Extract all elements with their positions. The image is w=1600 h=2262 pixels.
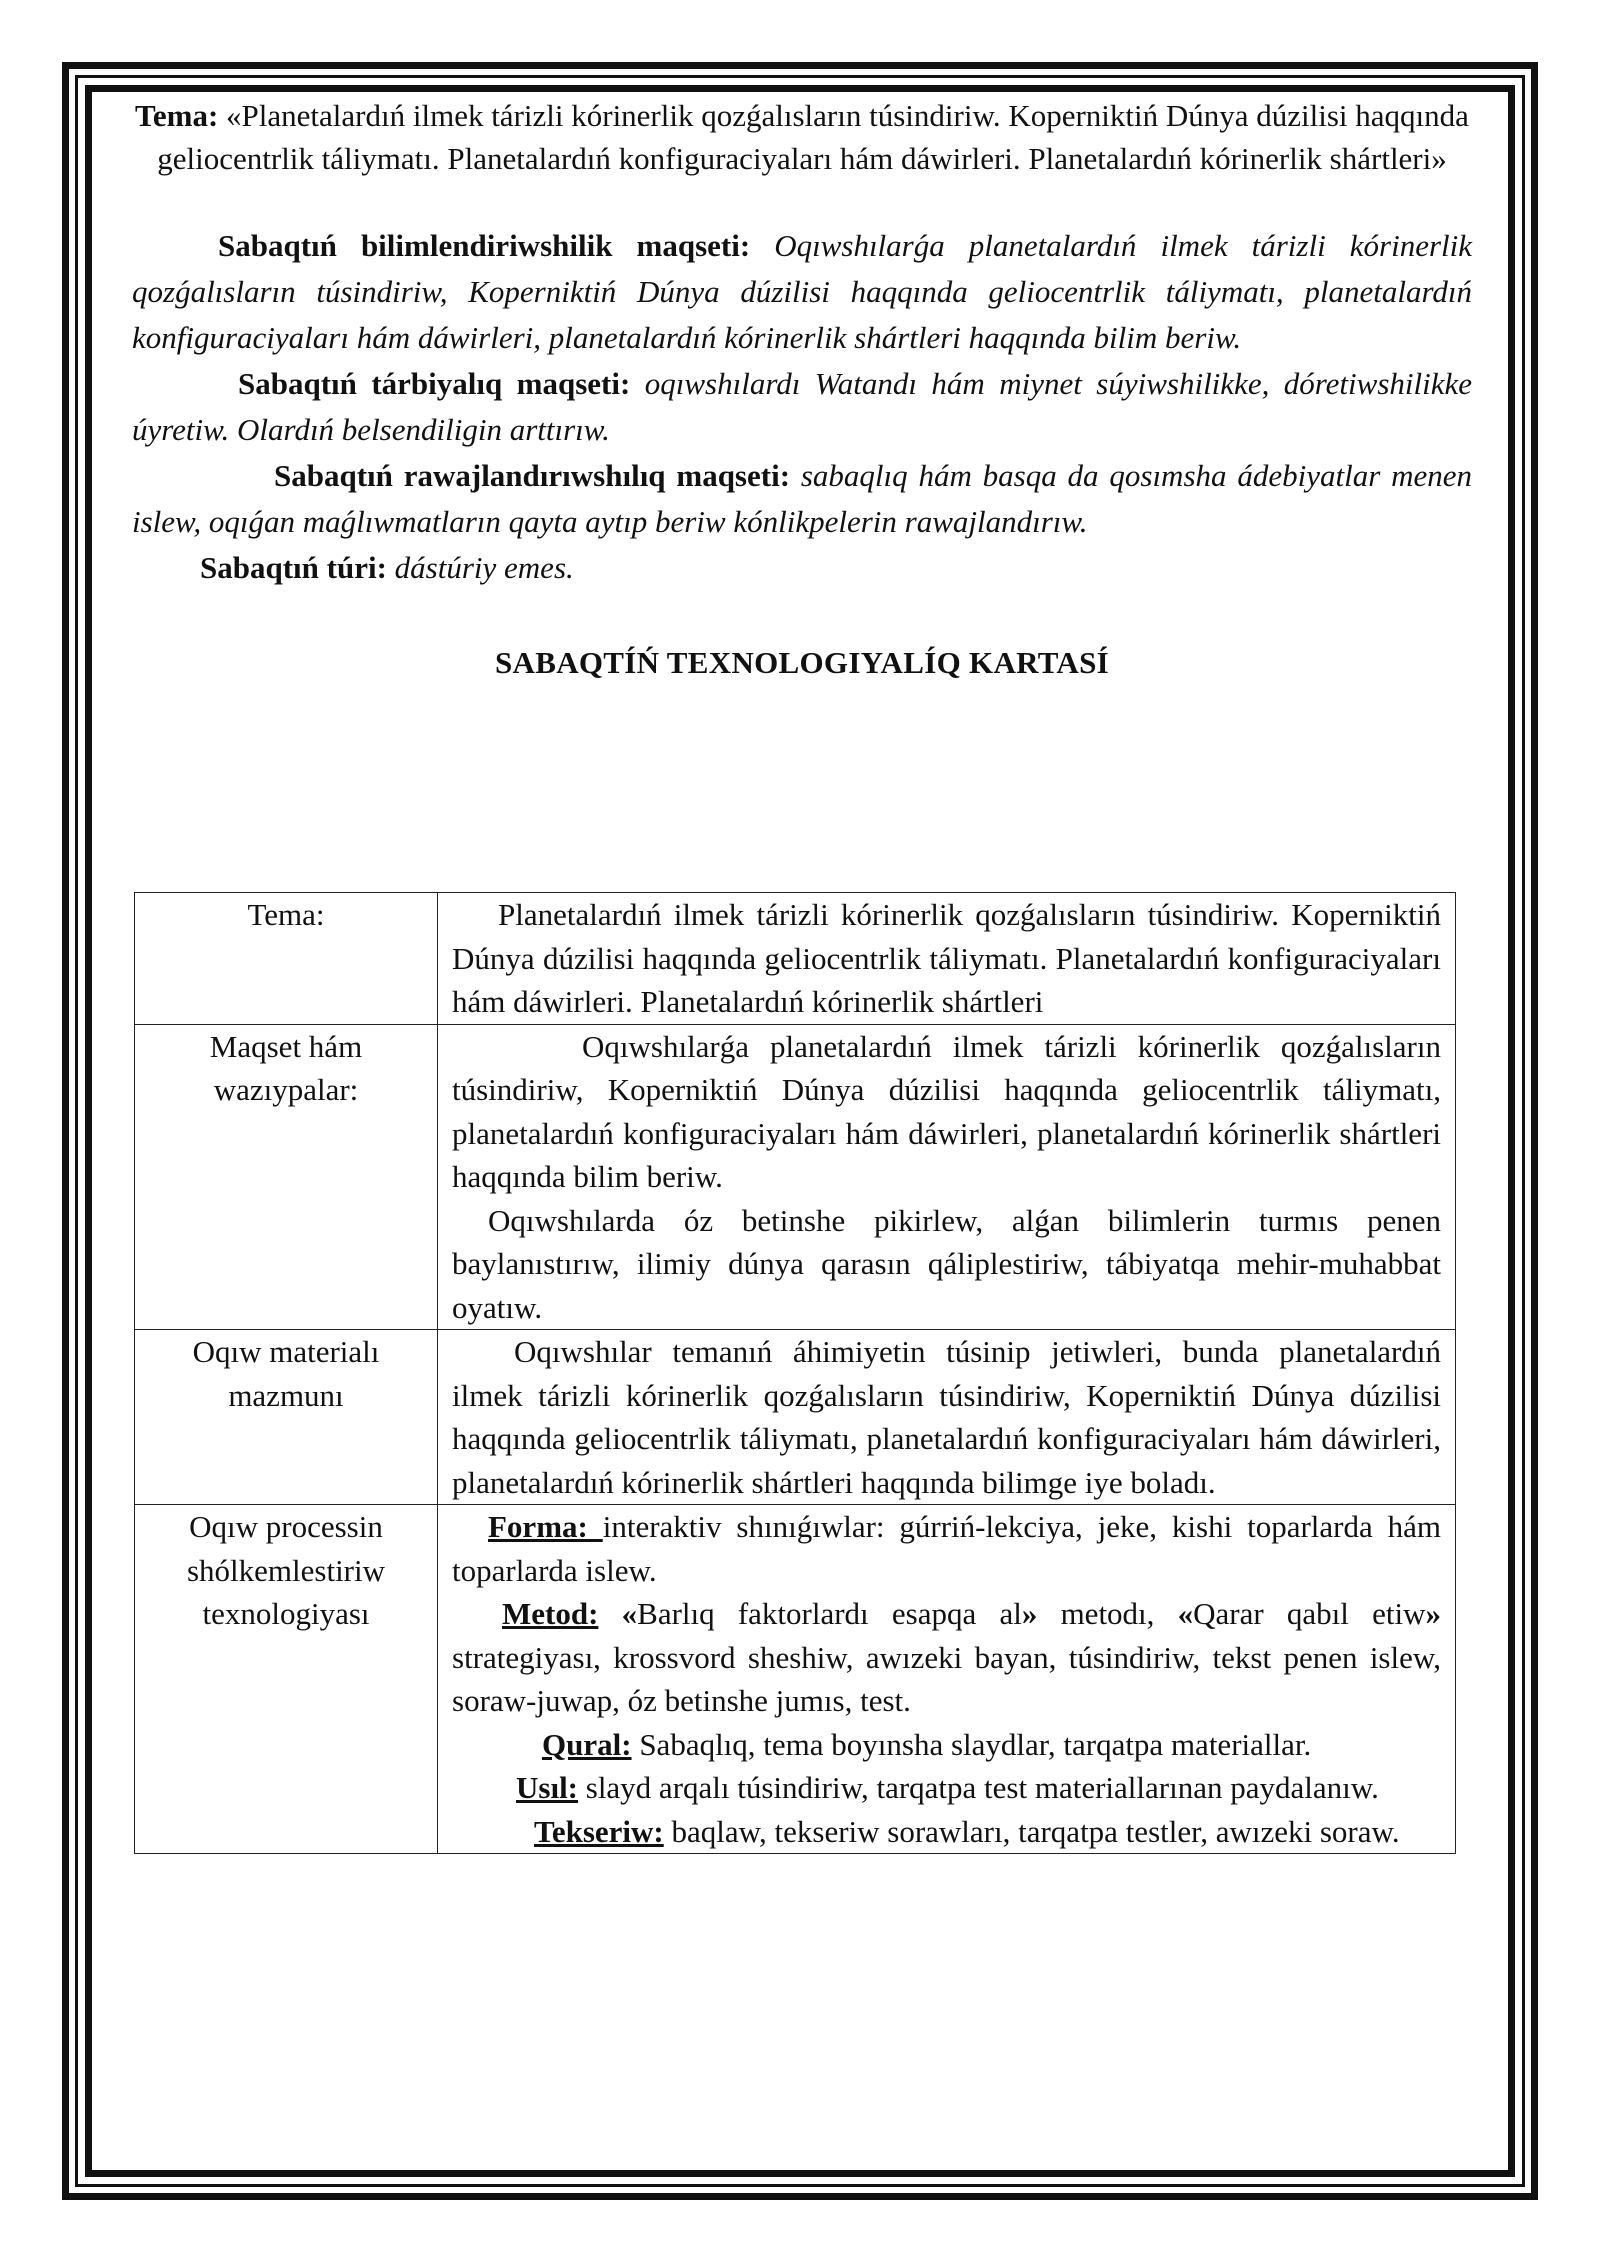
metod-label: Metod: (502, 1596, 599, 1631)
table-row (135, 1330, 1456, 1505)
lesson-type-label: Sabaqtıń túri: (200, 550, 387, 585)
row-paragraph: Oqıwshılar temanıń áhimiyetin túsinip jetiwleri, bunda planetalardıń ilmek tárizli kórinerlik qozǵalısların túsindiriw, Koperniktiń Dúnya dúzilisi haqqında geliocentrlik táliymatı, planetalardıń konfiguraciyaları hám dáwirleri, planetalardıń kórinerlik shártleri haqqında bilimge iye boladı. (452, 1334, 1441, 1500)
lesson-type-text: dástúriy emes. (394, 550, 574, 585)
row-content (438, 893, 1456, 1025)
row-label: Maqset hám wazıypalar: (135, 1024, 438, 1330)
row-content (438, 1330, 1456, 1505)
table-row (135, 1505, 1456, 1854)
qural-label: Qural: (542, 1726, 632, 1762)
tekseriw-paragraph (452, 1810, 1441, 1854)
row-label: Oqıw materialı mazmunı (135, 1330, 438, 1505)
technology-card-title: SABAQTÍŃ TEXNOLOGIYALÍQ KARTASÍ (494, 645, 1110, 680)
usil-label: Usıl: (516, 1770, 578, 1805)
forma-text: interaktiv shınıǵıwlar: gúrriń-lekciya, jeke, kishi toparlarda hám toparlarda islew. (452, 1509, 1441, 1588)
development-goal-text: sabaqlıq hám basqa da qosımsha ádebiyatlar menen islew, oqıǵan maǵlıwmatların qayta aytıp beriw kónlikpelerin rawajlandırıw. (132, 458, 1472, 539)
development-goal-label: Sabaqtıń rawajlandırıwshılıq maqseti: (274, 458, 791, 493)
topic-label: Tema: (135, 98, 219, 133)
qural-paragraph (452, 1723, 1441, 1767)
row-label: Tema: (135, 893, 438, 1025)
metod-text: Barlıq faktorlardı esapqa al (637, 1596, 1022, 1631)
forma-label: Forma: (488, 1509, 603, 1544)
row-paragraph: Oqıwshılarda óz betinshe pikirlew, alǵan bilimlerin turmıs penen baylanıstırıw, ilimiy dúnya qarasın qáliplestiriw, tábiyatqa mehir-muhabbat oyatıw. (452, 1202, 1441, 1325)
row-paragraph: Planetalardıń ilmek tárizli kórinerlik qozǵalısların túsindiriw. Koperniktiń Dúnya dúzilisi haqqında geliocentrlik táliymatı. Planetalardıń konfiguraciyaları hám dáwirleri. Planetalardıń kórinerlik shártleri (452, 897, 1441, 1019)
tekseriw-text: baqlaw, tekseriw sorawları, tarqatpa testler, awızeki soraw. (663, 1813, 1400, 1849)
row-content (438, 1505, 1456, 1854)
metod-text: Qarar qabıl etiw (1193, 1596, 1426, 1631)
metod-text: strategiyası, krossvord sheshiw, awızeki bayan, túsindiriw, tekst penen islew, soraw-juwap, óz betinshe jumıs, test. (452, 1639, 1441, 1718)
metod-paragraph (452, 1592, 1441, 1723)
educational-goal-label: Sabaqtıń bilimlendiriwshilik maqseti: (218, 228, 751, 263)
qural-text: Sabaqlıq, tema boyınsha slaydlar, tarqatpa materiallar. (631, 1726, 1312, 1762)
row-paragraph: Oqıwshılarǵa planetalardıń ilmek tárizli kórinerlik qozǵalısların túsindiriw, Koperniktiń Dúnya dúzilisi haqqında geliocentrlik táliymatı, planetalardıń konfiguraciyaları hám dáwirleri, planetalardıń kórinerlik shártleri haqqında bilim beriw. (452, 1028, 1441, 1194)
table-row (135, 1024, 1456, 1330)
educational-goal (132, 223, 1472, 361)
usil-paragraph (452, 1766, 1441, 1810)
table-row (135, 893, 1456, 1025)
development-goal (132, 453, 1472, 545)
upbringing-goal-label: Sabaqtıń tárbiyalıq maqseti: (238, 366, 631, 401)
upbringing-goal-text: oqıwshılardı Watandı hám miynet súyiwshilikke, dóretiwshilikke úyretiw. Olardıń belsendiligin arttırıw. (132, 366, 1473, 447)
tekseriw-label: Tekseriw: (534, 1813, 664, 1849)
quote-mark: « (1177, 1596, 1194, 1631)
quote-mark: » (1425, 1596, 1441, 1631)
quote-mark: » (1021, 1596, 1038, 1631)
usil-text: slayd arqalı túsindiriw, tarqatpa test materiallarınan paydalanıw. (578, 1770, 1379, 1805)
quote-mark: « (621, 1596, 638, 1631)
lesson-topic (132, 94, 1472, 180)
lesson-goals (132, 223, 1472, 591)
technology-card-table (134, 892, 1456, 1854)
lesson-type (132, 545, 1472, 591)
metod-text: metodı, (1037, 1596, 1178, 1631)
forma-paragraph (452, 1505, 1441, 1592)
topic-text: «Planetalardıń ilmek tárizli kórinerlik qozǵalısların túsindiriw. Koperniktiń Dúnya dúzilisi haqqında geliocentrlik táliymatı. Planetalardıń konfiguraciyaları hám dáwirleri. Planetalardıń kórinerlik shártleri» (157, 98, 1469, 176)
row-content (438, 1024, 1456, 1330)
document-body (132, 94, 1472, 683)
educational-goal-text: Oqıwshılarǵa planetalardıń ilmek tárizli kórinerlik qozǵalısların túsindiriw, Koperniktiń Dúnya dúzilisi haqqında geliocentrlik táliymatı, planetalardıń konfiguraciyaları hám dáwirleri, planetalardıń kórinerlik shártleri haqqında bilim beriw. (132, 228, 1472, 355)
upbringing-goal (132, 361, 1472, 453)
row-label: Oqıw processin shólkemlestiriw texnologiyası (135, 1505, 438, 1854)
